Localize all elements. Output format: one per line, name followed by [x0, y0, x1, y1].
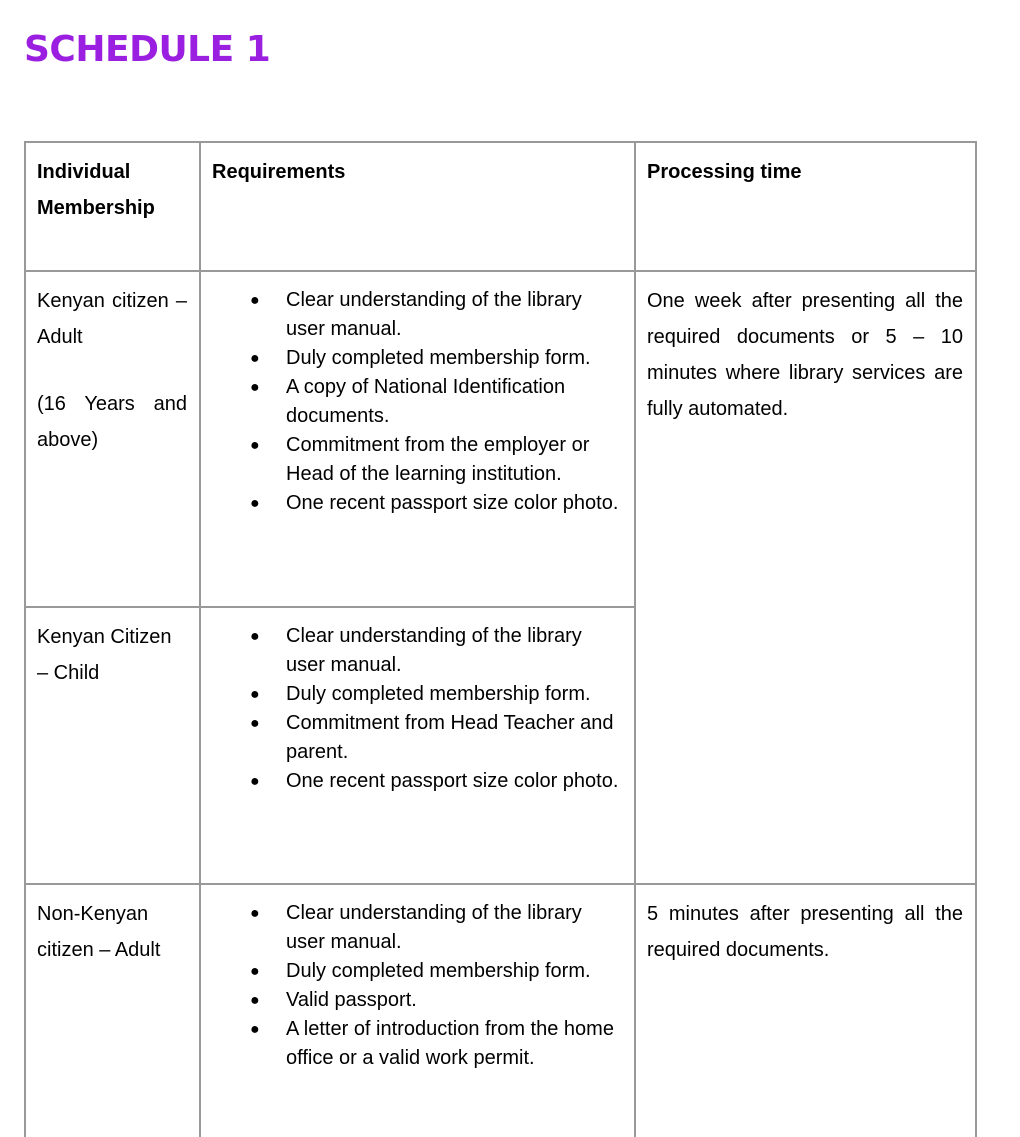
list-item: ● Duly completed membership form. — [212, 344, 622, 373]
requirements-cell — [200, 271, 635, 607]
header-requirements-label: Requirements — [212, 161, 346, 183]
list-item: ● A letter of introduction from the home office or a valid work permit. — [212, 1015, 622, 1073]
header-cell-requirements — [200, 142, 635, 271]
bullet-icon: ● — [250, 963, 260, 980]
bullet-icon: ● — [250, 992, 260, 1009]
list-item: ● Valid passport. — [212, 986, 622, 1015]
bullet-icon: ● — [250, 715, 260, 732]
bullet-icon: ● — [250, 905, 260, 922]
list-item: ● One recent passport size color photo. — [212, 489, 622, 518]
category-label: Non-Kenyan citizen – Adult — [37, 903, 161, 961]
bullet-icon: ● — [250, 686, 260, 703]
table-header-row — [25, 142, 976, 271]
header-processing-label: Processing time — [647, 161, 802, 183]
requirements-cell — [200, 884, 635, 1137]
list-item: ● Clear understanding of the library user manual. — [212, 899, 622, 957]
header-membership-label: Individual Membership — [37, 161, 155, 219]
bullet-icon: ● — [250, 495, 260, 512]
requirements-cell — [200, 607, 635, 884]
header-cell-processing — [635, 142, 976, 271]
processing-text: 5 minutes after presenting all the required documents. — [647, 903, 963, 961]
list-item: ● Duly completed membership form. — [212, 680, 622, 709]
table-row-non-kenyan-adult — [25, 884, 976, 1137]
bullet-icon: ● — [250, 437, 260, 454]
list-item: ● Clear understanding of the library user manual. — [212, 286, 622, 344]
bullet-icon: ● — [250, 292, 260, 309]
list-item: ● One recent passport size color photo. — [212, 767, 622, 796]
category-cell — [25, 271, 200, 607]
list-item: ● Commitment from Head Teacher and parent. — [212, 709, 622, 767]
requirements-list — [212, 286, 622, 518]
list-item: ● Commitment from the employer or Head of the learning institution. — [212, 431, 622, 489]
table-row-kenyan-adult — [25, 271, 976, 607]
requirements-list — [212, 622, 622, 796]
processing-cell-non-kenyan — [635, 884, 976, 1137]
category-label: Kenyan citizen – Adult — [37, 290, 187, 348]
processing-text: One week after presenting all the required documents or 5 – 10 minutes where library services are fully automated. — [647, 290, 963, 420]
header-cell-membership — [25, 142, 200, 271]
category-cell — [25, 884, 200, 1137]
bullet-icon: ● — [250, 350, 260, 367]
list-item: ● Duly completed membership form. — [212, 957, 622, 986]
list-item: ● A copy of National Identification documents. — [212, 373, 622, 431]
page-title: SCHEDULE 1 — [24, 29, 271, 70]
category-note: (16 Years and above) — [37, 393, 187, 451]
bullet-icon: ● — [250, 1021, 260, 1038]
bullet-icon: ● — [250, 628, 260, 645]
membership-schedule-table — [24, 141, 977, 1137]
bullet-icon: ● — [250, 773, 260, 790]
list-item: ● Clear understanding of the library user manual. — [212, 622, 622, 680]
requirements-list — [212, 899, 622, 1073]
category-cell — [25, 607, 200, 884]
bullet-icon: ● — [250, 379, 260, 396]
processing-cell-kenyan — [635, 271, 976, 884]
category-label: Kenyan Citizen – Child — [37, 626, 172, 684]
